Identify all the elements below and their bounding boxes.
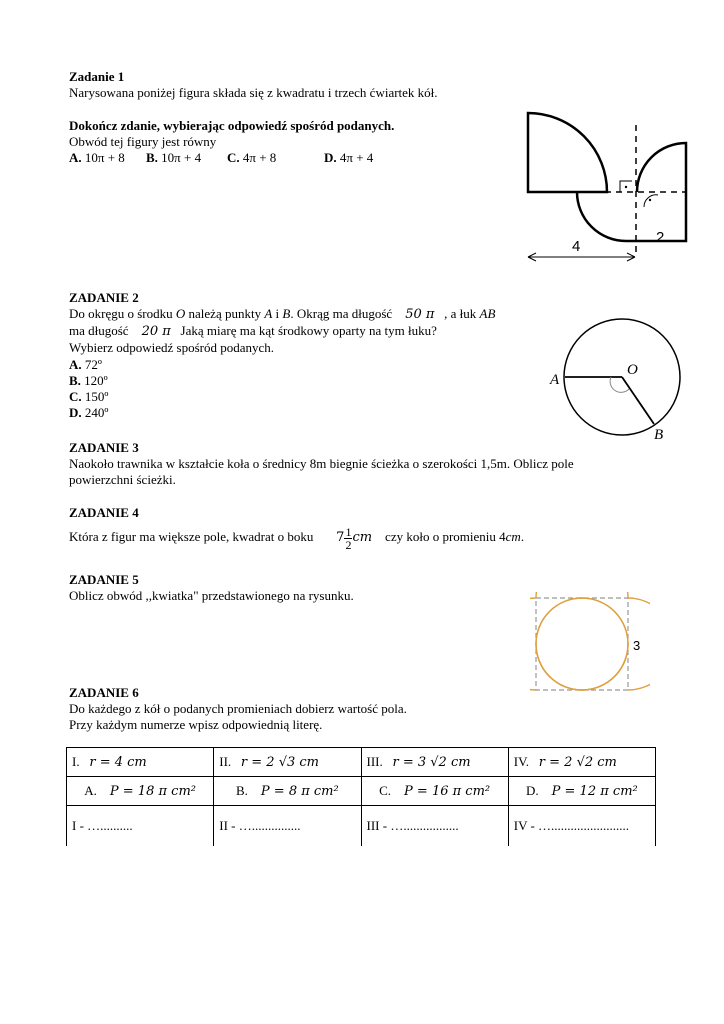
z2-option-b: B. 120º bbox=[69, 373, 108, 388]
z5-fig-label: 3 bbox=[633, 638, 641, 653]
z2-fig-o: O bbox=[627, 362, 638, 378]
z1-intro: Narysowana poniżej figura składa się z kwadratu i trzech ćwiartek kół. bbox=[69, 85, 438, 100]
z2-option-d: D. 240º bbox=[69, 405, 109, 420]
z6-answer-1[interactable]: I - ….......... bbox=[67, 806, 214, 847]
z1-stem: Obwód tej figury jest równy bbox=[69, 134, 217, 149]
z1-title: Zadanie 1 bbox=[69, 69, 125, 84]
z2-figure bbox=[545, 318, 685, 448]
z6-area-c: C. P = 16 π cm² bbox=[361, 777, 508, 806]
z6-radius-4: IV. r = 2 √2 cm bbox=[508, 748, 655, 777]
z1-option-d: D. 4π + 4 bbox=[324, 150, 374, 165]
z6-answer-2[interactable]: II - …............... bbox=[214, 806, 361, 847]
z6-table bbox=[66, 747, 656, 846]
z1-option-c: C. 4π + 8 bbox=[227, 150, 277, 165]
z4-text: Która z figur ma większe pole, kwadrat o boku 7 $\frac{1}{2}$ cm czy koło o promieniu 4cm. bbox=[69, 524, 525, 552]
z6-answers-row bbox=[67, 806, 656, 847]
z2-title: ZADANIE 2 bbox=[69, 290, 139, 305]
z6-areas-row bbox=[67, 777, 656, 806]
z6-radii-row bbox=[67, 748, 656, 777]
z2-line1: Do okręgu o środku O należą punkty A i B. Okrąg ma długość 50 π , a łuk AB bbox=[69, 306, 496, 322]
z6-line1: Do każdego z kół o podanych promieniach dobierz wartość pola. bbox=[69, 701, 407, 716]
z2-arc: 20 π bbox=[141, 324, 171, 339]
z3-line2: powierzchni ścieżki. bbox=[69, 472, 176, 487]
z2-fig-a: A bbox=[550, 372, 560, 388]
z6-answer-3[interactable]: III - …................. bbox=[361, 806, 508, 847]
z1-option-a: A. 10π + 8 bbox=[69, 150, 125, 165]
z1-figure bbox=[520, 95, 695, 270]
z1-instruction: Dokończ zdanie, wybierając odpowiedź spośród podanych. bbox=[69, 118, 395, 133]
z6-area-b: B. P = 8 π cm² bbox=[214, 777, 361, 806]
z5-text: Oblicz obwód ,,kwiatka" przedstawionego na rysunku. bbox=[69, 588, 354, 603]
z2-length: 50 π bbox=[405, 307, 435, 322]
z2-option-c: C. 150º bbox=[69, 389, 109, 404]
z5-title: ZADANIE 5 bbox=[69, 572, 139, 587]
z2-fig-b: B bbox=[654, 427, 664, 443]
z4-fraction: $\frac{1}{2}$ bbox=[345, 524, 352, 552]
z5-figure bbox=[530, 592, 650, 692]
z6-radius-1: I. r = 4 cm bbox=[67, 748, 214, 777]
z4-whole: 7 bbox=[336, 530, 345, 545]
z6-area-d: D. P = 12 π cm² bbox=[508, 777, 655, 806]
z6-answer-4[interactable]: IV - …........................ bbox=[508, 806, 655, 847]
z1-fig-label-side: 2 bbox=[656, 229, 665, 246]
z2-line3: Wybierz odpowiedź spośród podanych. bbox=[69, 340, 274, 355]
z2-line2: ma długość 20 π Jaką miarę ma kąt środkowy oparty na tym łuku? bbox=[69, 323, 437, 339]
z6-line2: Przy każdym numerze wpisz odpowiednią literę. bbox=[69, 717, 323, 732]
z3-title: ZADANIE 3 bbox=[69, 440, 139, 455]
z6-radius-3: III. r = 3 √2 cm bbox=[361, 748, 508, 777]
z2-option-a: A. 72º bbox=[69, 357, 102, 372]
z6-title: ZADANIE 6 bbox=[69, 685, 139, 700]
z6-area-a: A. P = 18 π cm² bbox=[67, 777, 214, 806]
z1-option-b: B. 10π + 4 bbox=[146, 150, 202, 165]
z4-unit: cm bbox=[352, 530, 373, 545]
z4-title: ZADANIE 4 bbox=[69, 505, 139, 520]
z3-line1: Naokoło trawnika w kształcie koła o średnicy 8m biegnie ścieżka o szerokości 1,5m. Oblicz pole bbox=[69, 456, 574, 471]
z6-radius-2: II. r = 2 √3 cm bbox=[214, 748, 361, 777]
z1-fig-label-width: 4 bbox=[572, 238, 581, 255]
